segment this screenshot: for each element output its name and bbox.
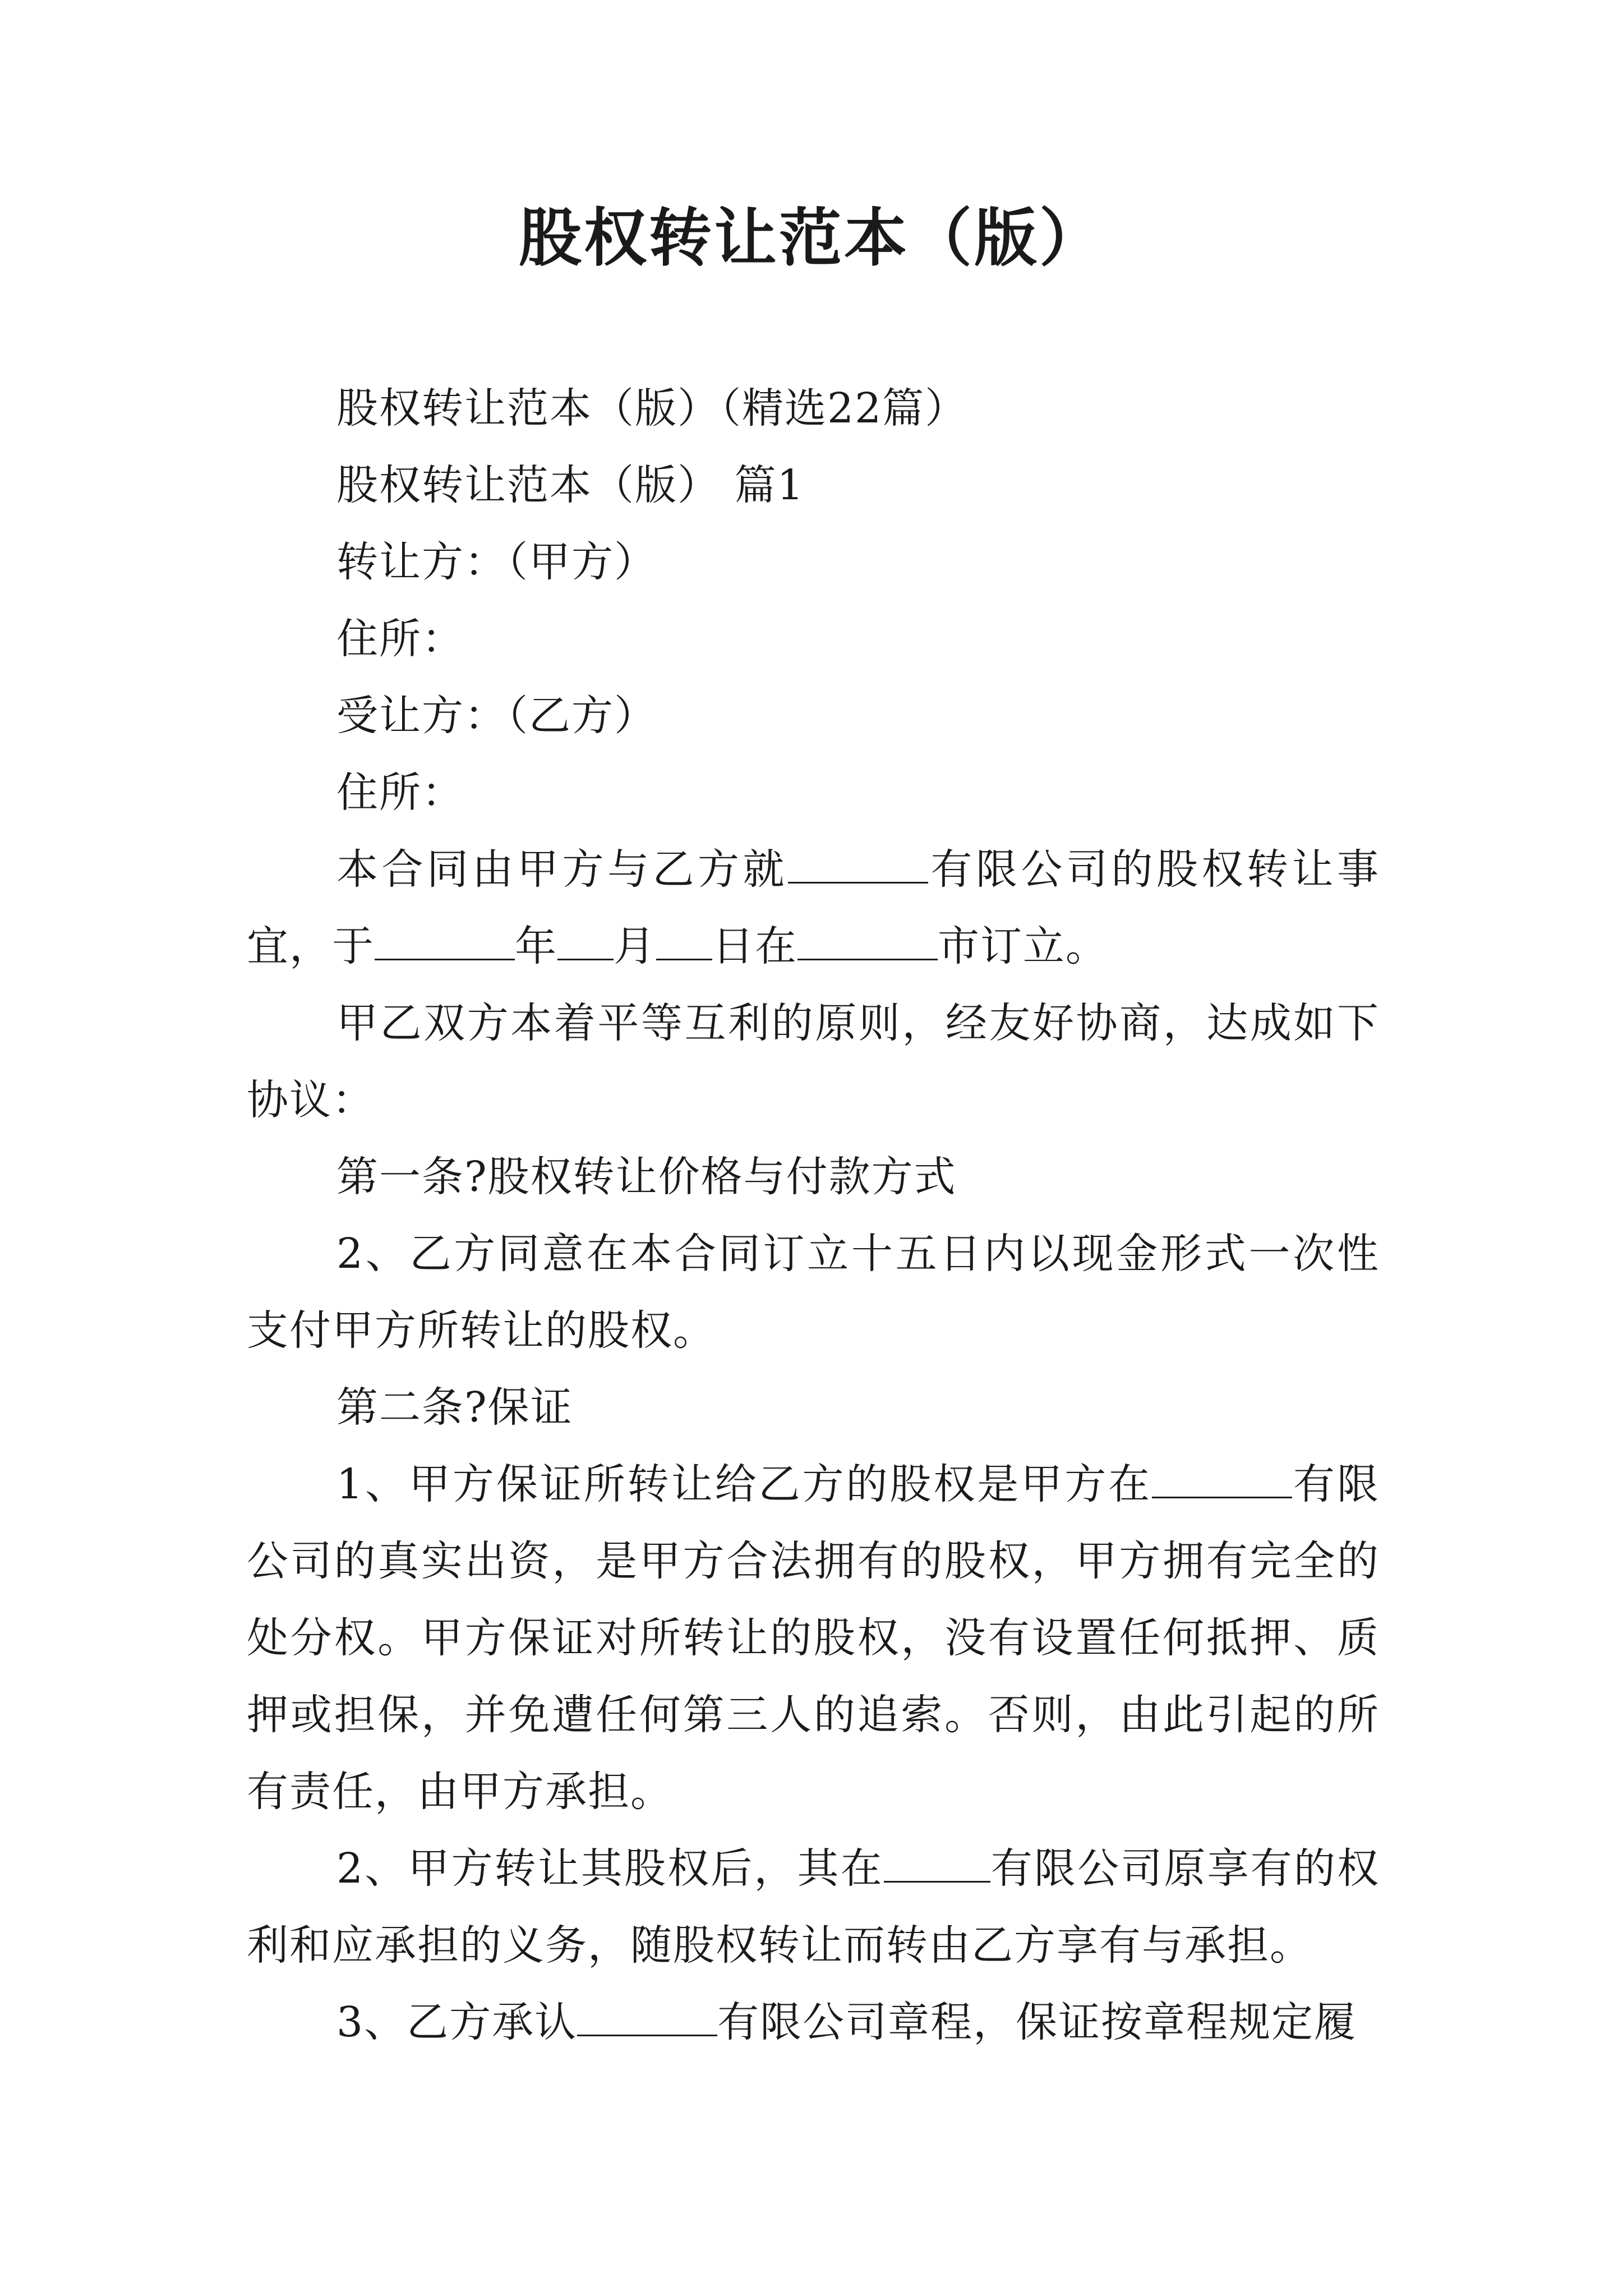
text-segment: 日在: [712, 922, 797, 970]
blank-day: [656, 925, 712, 960]
text-segment: 有限公司原享有的权利和应承担的义务，随股权转让而转由乙方享有与承担。: [247, 1844, 1380, 1970]
paragraph-agreement-basis: 甲乙双方本着平等互利的原则，经友好协商，达成如下协议：: [247, 999, 1380, 1124]
text-segment: 有限公司的真实出资，是甲方合法拥有的股权，甲方拥有完全的处分权。甲方保证对所转让的股权，没有设置任何抵押、质押或担保，并免遭任何第三人的追索。否则，由此引起的所有责任，由甲方承担。: [247, 1460, 1380, 1816]
paragraph-payment-clause: 2、乙方同意在本合同订立十五日内以现金形式一次性支付甲方所转让的股权。: [247, 1230, 1380, 1355]
text-segment: 有限公司章程，保证按章程规定履: [717, 1998, 1357, 2046]
blank-company-name: [788, 848, 928, 884]
paragraph-article-two: 第二条?保证: [336, 1383, 573, 1432]
text-segment: 年: [515, 922, 557, 970]
text-segment: 月: [614, 922, 656, 970]
paragraph-guarantee-1: [247, 1446, 1380, 1830]
blank-company-name: [884, 1847, 990, 1883]
paragraph-transferor-address: 住所：: [336, 615, 464, 663]
paragraph-guarantee-3: [247, 1984, 1380, 2061]
blank-city: [797, 925, 938, 960]
paragraph-transferee-address: 住所：: [336, 769, 464, 817]
text-segment: 3、乙方承认: [336, 1998, 578, 2046]
paragraph-guarantee-2: [247, 1830, 1380, 1984]
blank-year: [375, 925, 515, 960]
text-segment: 有限公司的股权转让事宜，于: [247, 845, 1380, 970]
document-body: [247, 370, 1380, 2061]
paragraph-article-one: 第一条?股权转让价格与付款方式: [336, 1153, 957, 1201]
text-segment: 本合同由甲方与乙方就: [336, 845, 788, 894]
text-segment: 市订立。: [938, 922, 1108, 970]
document-title: 股权转让范本（版）: [519, 201, 1104, 275]
paragraph-subtitle: 股权转让范本（版）（精选22篇）: [336, 384, 968, 432]
blank-month: [557, 925, 614, 960]
paragraph-section-heading: 股权转让范本（版） 篇1: [336, 461, 805, 509]
blank-company-name: [1152, 1463, 1292, 1498]
text-segment: 1、甲方保证所转让给乙方的股权是甲方在: [336, 1460, 1152, 1508]
paragraph-transferee: 受让方：（乙方）: [336, 692, 657, 740]
paragraph-transferor: 转让方：（甲方）: [336, 538, 657, 586]
blank-company-name: [577, 2001, 717, 2036]
paragraph-contract-intro: [247, 831, 1380, 985]
text-segment: 2、甲方转让其股权后，其在: [336, 1844, 884, 1893]
